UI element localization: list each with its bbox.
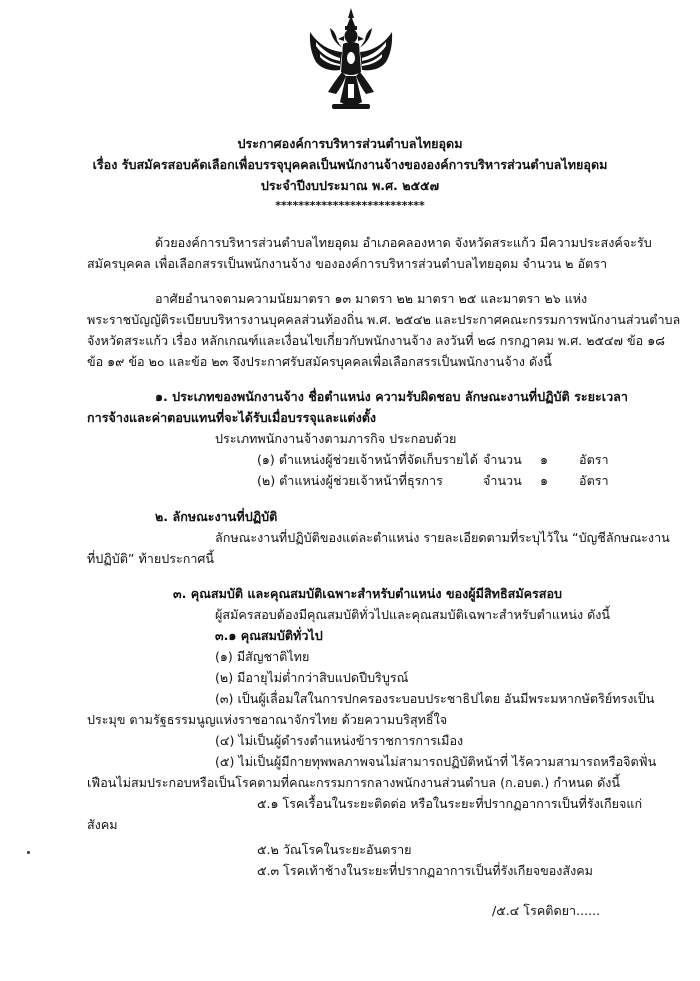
legal-basis-line: พระราชบัญญัติระเบียบบริหารงานบุคคลส่วนท้องถิ่น พ.ศ. ๒๕๔๒ และประกาศคณะกรรมการพนักงานส่วนตำบล <box>87 312 681 327</box>
qualification-item: (๑) มีสัญชาติไทย <box>215 649 310 664</box>
employee-type-line: ประเภทพนักงานจ้างตามภารกิจ ประกอบด้วย <box>215 431 457 446</box>
asterisk-divider: ************************** <box>275 199 425 212</box>
position-count: ๑ <box>540 473 548 488</box>
position-unit: อัตรา <box>579 473 609 488</box>
garuda-emblem <box>306 6 396 114</box>
position-count-label: จำนวน <box>483 473 522 488</box>
qualification-item: (๓) เป็นผู้เลื่อมใสในการปกครองระบอบประชาธิปไตย อันมีพระมหากษัตริย์ทรงเป็น <box>215 691 655 706</box>
position-unit: อัตรา <box>579 452 609 467</box>
continuation-note: /๕.๔ โรคติดยา...... <box>492 903 601 918</box>
section-3-intro: ผู้สมัครสอบต้องมีคุณสมบัติทั่วไปและคุณสมบัติเฉพาะสำหรับตำแหน่ง ดังนี้ <box>215 607 611 622</box>
section-3-heading: ๓. คุณสมบัติ และคุณสมบัติเฉพาะสำหรับตำแหน่ง ของผู้มีสิทธิสมัครสอบ <box>173 586 563 601</box>
qualification-item: (๔) ไม่เป็นผู้ดำรงตำแหน่งข้าราชการการเมือง <box>215 733 464 748</box>
qualification-item: (๕) ไม่เป็นผู้มีกายทุพพลภาพจนไม่สามารถปฏิบัติหน้าที่ ไร้ความสามารถหรือจิตฟั่น <box>215 754 657 769</box>
scan-speck <box>27 851 30 854</box>
section-2-text: ลักษณะงานที่ปฏิบัติของแต่ละตำแหน่ง รายละเอียดตามที่ระบุไว้ใน “บัญชีลักษณะงาน <box>215 530 670 545</box>
intro-paragraph-line: สมัครบุคคล เพื่อเลือกสรรเป็นพนักงานจ้าง ขององค์การบริหารส่วนตำบลไทยอุดม จำนวน ๒ อัตรา <box>87 256 608 271</box>
disease-item: สังคม <box>87 817 118 832</box>
legal-basis-line: อาศัยอำนาจตามความนัยมาตรา ๑๓ มาตรา ๒๒ มาตรา ๒๕ และมาตรา ๒๖ แห่ง <box>155 291 588 306</box>
intro-paragraph-line: ด้วยองค์การบริหารส่วนตำบลไทยอุดม อำเภอคลองหาด จังหวัดสระแก้ว มีความประสงค์จะรับ <box>155 235 652 250</box>
announcement-title: ประกาศองค์การบริหารส่วนตำบลไทยอุดม <box>237 136 463 151</box>
position-label: (๒) ตำแหน่งผู้ช่วยเจ้าหน้าที่ธุรการ <box>257 473 443 488</box>
disease-item: ๕.๒ วัณโรคในระยะอันตราย <box>257 842 412 857</box>
legal-basis-line: จังหวัดสระแก้ว เรื่อง หลักเกณฑ์และเงื่อนไขเกี่ยวกับพนักงานจ้าง ลงวันที่ ๒๘ กรกฎาคม พ.ศ. ๒๕๔๗ ข้อ ๑๘ <box>87 333 665 348</box>
section-2-text: ที่ปฏิบัติ” ท้ายประกาศนี้ <box>87 551 215 566</box>
section-1-heading: การจ้างและค่าตอบแทนที่จะได้รับเมื่อบรรจุและแต่งตั้ง <box>87 410 377 425</box>
position-label: (๑) ตำแหน่งผู้ช่วยเจ้าหน้าที่จัดเก็บรายได้ <box>257 452 478 467</box>
qualification-item: ประมุข ตามรัฐธรรมนูญแห่งราชอาณาจักรไทย ด้วยความบริสุทธิ์ใจ <box>87 712 448 727</box>
legal-basis-line: ข้อ ๑๙ ข้อ ๒๐ และข้อ ๒๓ จึงประกาศรับสมัครบุคคลเพื่อเลือกสรรเป็นพนักงานจ้าง ดังนี้ <box>87 354 552 369</box>
section-2-heading: ๒. ลักษณะงานที่ปฏิบัติ <box>155 509 278 524</box>
disease-item: ๕.๑ โรคเรื้อนในระยะติดต่อ หรือในระยะที่ปรากฏอาการเป็นที่รังเกียจแก่ <box>257 796 643 811</box>
position-count: ๑ <box>540 452 548 467</box>
fiscal-year-line: ประจำปีงบประมาณ พ.ศ. ๒๕๕๗ <box>260 178 440 193</box>
section-1-heading: ๑. ประเภทของพนักงานจ้าง ชื่อตำแหน่ง ความรับผิดชอบ ลักษณะงานที่ปฏิบัติ ระยะเวลา <box>155 389 628 404</box>
disease-item: ๕.๓ โรคเท้าช้างในระยะที่ปรากฏอาการเป็นที่รังเกียจของสังคม <box>257 863 593 878</box>
section-3-1-heading: ๓.๑ คุณสมบัติทั่วไป <box>215 628 323 643</box>
qualification-item: เฟือนไม่สมประกอบหรือเป็นโรคตามที่คณะกรรมการกลางพนักงานส่วนตำบล (ก.อบต.) กำหนด ดังนี้ <box>87 775 621 790</box>
position-count-label: จำนวน <box>483 452 522 467</box>
announcement-subject: เรื่อง รับสมัครสอบคัดเลือกเพื่อบรรจุบุคคลเป็นพนักงานจ้างขององค์การบริหารส่วนตำบลไทยอุดม <box>92 157 608 172</box>
qualification-item: (๒) มีอายุไม่ต่ำกว่าสิบแปดปีบริบูรณ์ <box>215 670 409 685</box>
